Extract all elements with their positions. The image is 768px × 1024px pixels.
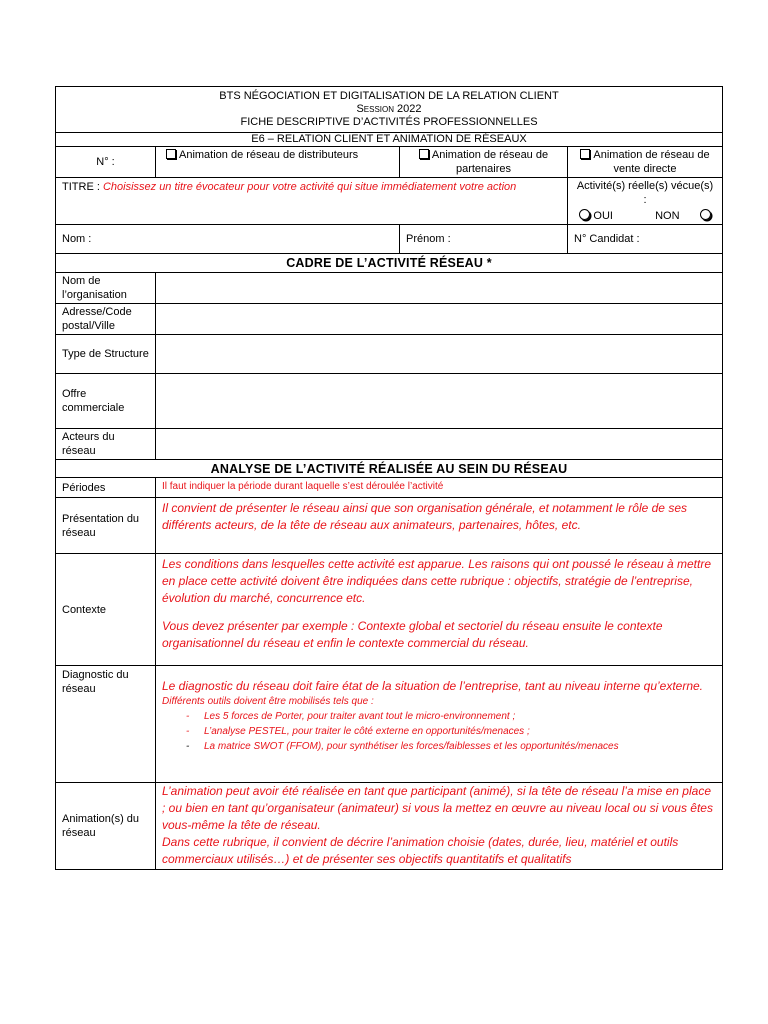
contexte-field[interactable]: [156, 554, 723, 666]
form-header: [56, 87, 723, 133]
animation-field[interactable]: [156, 783, 723, 870]
option-distributeurs[interactable]: [156, 147, 400, 178]
periodes-label: Périodes: [56, 478, 156, 498]
radio-non-icon[interactable]: [700, 209, 711, 220]
presentation-field[interactable]: [156, 498, 723, 554]
contexte-hint-2: Vous devez présenter par exemple : Contexte global et sectoriel du réseau ensuite le contexte organisationnel du réseau et enfin le contexte commercial du réseau.: [162, 619, 663, 650]
option-partenaires-label: Animation de réseau de partenaires: [431, 149, 549, 175]
cadre-input-acteurs[interactable]: [156, 429, 723, 460]
titre-cell[interactable]: [56, 178, 568, 225]
candidat-field[interactable]: [568, 225, 723, 254]
diagnostic-field[interactable]: [156, 666, 723, 783]
diagnostic-tools-list: [162, 709, 716, 754]
option-distributeurs-label: Animation de réseau de distributeurs: [179, 149, 359, 161]
activity-form: [55, 86, 723, 870]
cadre-label-adresse: Adresse/Code postal/Ville: [56, 304, 156, 335]
option-vente-directe-label: Animation de réseau de vente directe: [593, 149, 710, 175]
list-item: - Les 5 forces de Porter, pour traiter avant tout le micro-environnement ;: [184, 709, 716, 724]
periodes-field[interactable]: [156, 478, 723, 498]
titre-hint: Choisissez un titre évocateur pour votre activité qui situe immédiatement votre action: [102, 181, 517, 193]
diagnostic-hint-1: Le diagnostic du réseau doit faire état de la situation de l’entreprise, tant au niveau interne qu’externe.: [162, 679, 704, 693]
presentation-hint: Il convient de présenter le réseau ainsi que son organisation générale, et notamment le rôle de ses différents acteurs, de la tête de réseau aux animateurs, partenaires, hôtes, etc.: [162, 501, 687, 532]
contexte-hint-1: Les conditions dans lesquelles cette activité est apparue. Les raisons qui ont poussé le réseau à mettre en place cette activité doivent être indiquées dans cette rubrique : objectifs, stratégie de l’entreprise, évolution du marché, concurrence etc.: [162, 557, 711, 605]
cadre-label-offre: Offre commerciale: [56, 374, 156, 429]
cadre-input-type[interactable]: [156, 335, 723, 374]
nom-field[interactable]: [56, 225, 400, 254]
activite-reelle-label: Activité(s) réelle(s) vécue(s) :: [576, 180, 714, 206]
header-title: BTS NÉGOCIATION ET DIGITALISATION DE LA RELATION CLIENT: [219, 90, 559, 102]
cadre-input-adresse[interactable]: [156, 304, 723, 335]
option-partenaires[interactable]: [400, 147, 568, 178]
animation-label: Animation(s) du réseau: [56, 783, 156, 870]
presentation-label: Présentation du réseau: [56, 498, 156, 554]
non-label: NON: [655, 210, 680, 222]
candidat-label: N° Candidat :: [574, 233, 640, 245]
radio-oui-icon[interactable]: [579, 209, 590, 220]
cadre-label-organisation: Nom de l’organisation: [56, 273, 156, 304]
animation-hint-1: L’animation peut avoir été réalisée en tant que participant (animé), si la tête de réseau l’a mise en place ; ou bien en tant qu’organisateur (animateur) si vous la mettez en œuvre au niveau local ou si vous êtes vous-même la tête de réseau.: [162, 784, 713, 832]
checkbox-icon[interactable]: [580, 149, 590, 159]
nom-label: Nom :: [62, 233, 92, 245]
num-label: N° :: [56, 147, 156, 178]
contexte-label: Contexte: [56, 554, 156, 666]
activite-reelle: [568, 178, 723, 225]
animation-hint-2: Dans cette rubrique, il convient de décrire l’animation choisie (dates, durée, lieu, matériel et outils commerciaux utilisés…) et de présenter ses objectifs quantitatifs et qualitatifs: [162, 835, 679, 866]
cadre-input-offre[interactable]: [156, 374, 723, 429]
cadre-input-organisation[interactable]: [156, 273, 723, 304]
form-page: [55, 86, 722, 870]
cadre-label-type: Type de Structure: [56, 335, 156, 374]
header-session: Session 2022: [356, 103, 422, 115]
option-vente-directe[interactable]: [568, 147, 723, 178]
prenom-field[interactable]: [400, 225, 568, 254]
cadre-title: CADRE DE L’ACTIVITÉ RÉSEAU *: [56, 254, 723, 273]
checkbox-icon[interactable]: [419, 149, 429, 159]
periodes-hint: Il faut indiquer la période durant laquelle s’est déroulée l’activité: [162, 481, 444, 492]
checkbox-icon[interactable]: [166, 149, 176, 159]
header-subtitle: FICHE DESCRIPTIVE D’ACTIVITÉS PROFESSIONNELLES: [240, 116, 538, 128]
cadre-label-acteurs: Acteurs du réseau: [56, 429, 156, 460]
analyse-title: ANALYSE DE L’ACTIVITÉ RÉALISÉE AU SEIN DU RÉSEAU: [56, 460, 723, 478]
oui-label: OUI: [593, 210, 613, 222]
diagnostic-label: Diagnostic du réseau: [56, 666, 156, 783]
list-item: - L’analyse PESTEL, pour traiter le côté externe en opportunités/menaces ;: [184, 724, 716, 739]
diagnostic-hint-2: Différents outils doivent être mobilisés tels que :: [162, 696, 374, 707]
prenom-label: Prénom :: [406, 233, 451, 245]
header-epreuve: E6 – RELATION CLIENT ET ANIMATION DE RÉSEAUX: [56, 133, 723, 147]
list-item: - La matrice SWOT (FFOM), pour synthétiser les forces/faiblesses et les opportunités/menaces: [184, 739, 716, 754]
titre-label: TITRE :: [62, 181, 103, 193]
